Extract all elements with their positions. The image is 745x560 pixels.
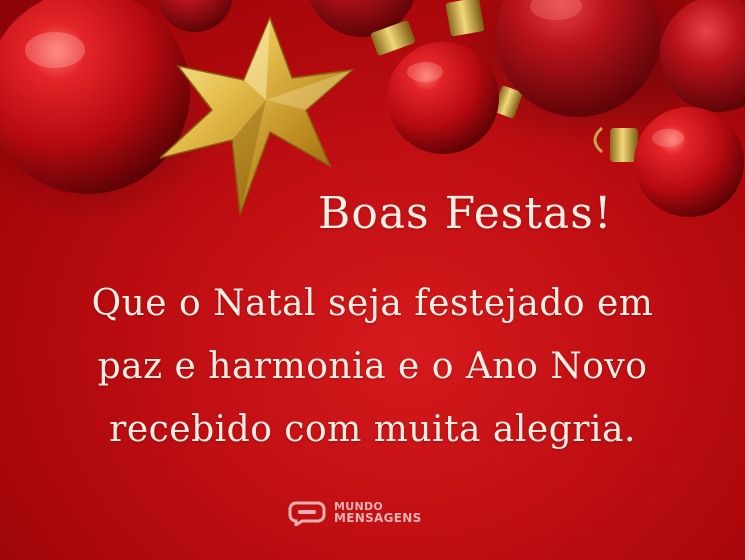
ornament-cap bbox=[445, 0, 484, 37]
speech-bubble-logo-icon bbox=[288, 500, 326, 526]
ornament-ball bbox=[634, 107, 744, 217]
greeting-message bbox=[40, 272, 705, 461]
greeting-headline: Boas Festas! bbox=[318, 188, 613, 239]
ornament-highlight bbox=[652, 129, 684, 147]
brand-word-1: MUNDO bbox=[334, 499, 384, 513]
ornament-highlight bbox=[407, 62, 443, 82]
ornament-ball bbox=[387, 42, 499, 154]
message-line: paz e harmonia e o Ano Novo bbox=[97, 346, 648, 387]
brand-logo bbox=[288, 497, 422, 529]
ornament-cap bbox=[610, 128, 638, 162]
brand-word-2: MENSAGENS bbox=[334, 511, 422, 526]
message-line: recebido com muita alegria. bbox=[109, 409, 636, 450]
ornament-highlight bbox=[25, 32, 85, 68]
brand-name bbox=[334, 501, 422, 525]
message-line: Que o Natal seja festejado em bbox=[91, 283, 654, 324]
ornament-ball bbox=[157, 0, 233, 32]
